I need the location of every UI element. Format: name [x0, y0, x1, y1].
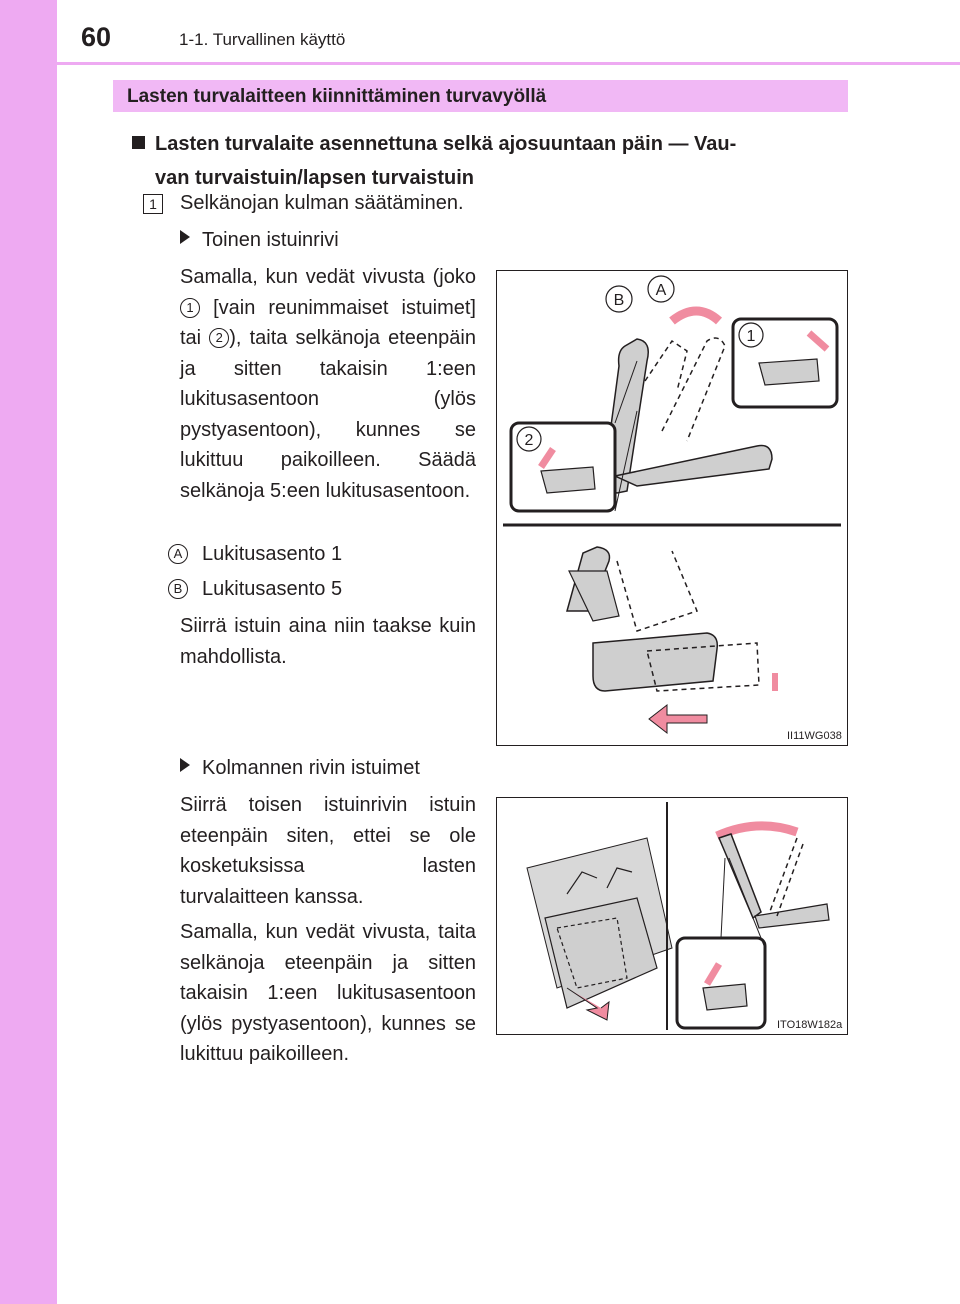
page-number: 60	[81, 22, 112, 52]
second-row-instructions	[180, 262, 476, 506]
fig1-label-1: 1	[746, 328, 756, 345]
figure-2-code: ITO18W182a	[777, 1019, 843, 1031]
figure-second-row-seat	[496, 270, 848, 746]
header-divider	[57, 62, 960, 65]
step-text: Selkänojan kulman säätäminen.	[180, 192, 464, 214]
step-number-box: 1	[143, 194, 163, 214]
third-row-para-1: Siirrä toisen istuinrivin istuin eteenpäin siten, ettei se ole kosketuksissa lasten turvalaitteen kanssa.	[180, 794, 476, 908]
triangle-bullet-icon	[180, 758, 190, 772]
item-b	[168, 576, 342, 602]
item-b-text: Lukitusasento 5	[202, 578, 343, 600]
subsection-heading	[132, 127, 848, 195]
instr-part-3: ), taita selkänoja eteenpäin ja sitten takaisin 1:een lukitusasentoon (ylös pystyasentoon), kunnes se lukittuu paikoilleen. Säädä selkänoja 5:een lukitusasentoon.	[180, 327, 476, 502]
instr-part-1: Samalla, kun vedät vivusta (joko	[180, 266, 476, 288]
fig1-label-2: 2	[524, 432, 534, 449]
section-title: 1-1. Turvallinen käyttö	[179, 30, 346, 49]
heading-line-1: Lasten turvalaite asennettuna selkä ajosuuntaan päin — Vau-	[155, 133, 737, 155]
second-row-seat-illustration	[497, 271, 847, 745]
page-sidebar-tab	[0, 0, 57, 1304]
second-row-bullet	[180, 227, 339, 253]
triangle-bullet-icon	[180, 230, 190, 244]
circle-number-1: 1	[180, 298, 200, 318]
third-row-bullet-label: Kolmannen rivin istuimet	[202, 757, 420, 779]
third-row-bullet	[180, 755, 420, 781]
square-bullet-icon	[132, 136, 145, 149]
figure-third-row-seat	[496, 797, 848, 1035]
second-row-bullet-label: Toinen istuinrivi	[202, 229, 339, 251]
circle-letter-b: B	[168, 579, 188, 599]
third-row-para-2: Samalla, kun vedät vivusta, taita selkänoja eteenpäin ja sitten takaisin 1:een lukitusasentoon (ylös pystyasentoon), kunnes se lukittuu paikoilleen.	[180, 921, 476, 1065]
fig1-label-b: B	[613, 292, 625, 309]
third-row-seat-illustration	[497, 798, 847, 1034]
circle-number-2: 2	[209, 328, 229, 348]
page-header	[57, 0, 960, 62]
banner-title: Lasten turvalaitteen kiinnittäminen turvavyöllä	[127, 86, 547, 107]
item-a	[168, 541, 342, 567]
circle-letter-a: A	[168, 544, 188, 564]
figure-1-code: II11WG038	[787, 730, 842, 742]
instr-part-2: [vain reunimmaiset istuimet] tai	[180, 296, 476, 349]
heading-line-2: van turvaistuin/lapsen turvaistuin	[155, 167, 474, 189]
item-a-text: Lukitusasento 1	[202, 543, 343, 565]
topic-banner	[113, 80, 848, 112]
fig1-label-a: A	[655, 282, 667, 299]
seat-position-note: Siirrä istuin aina niin taakse kuin mahdollista.	[180, 615, 476, 668]
